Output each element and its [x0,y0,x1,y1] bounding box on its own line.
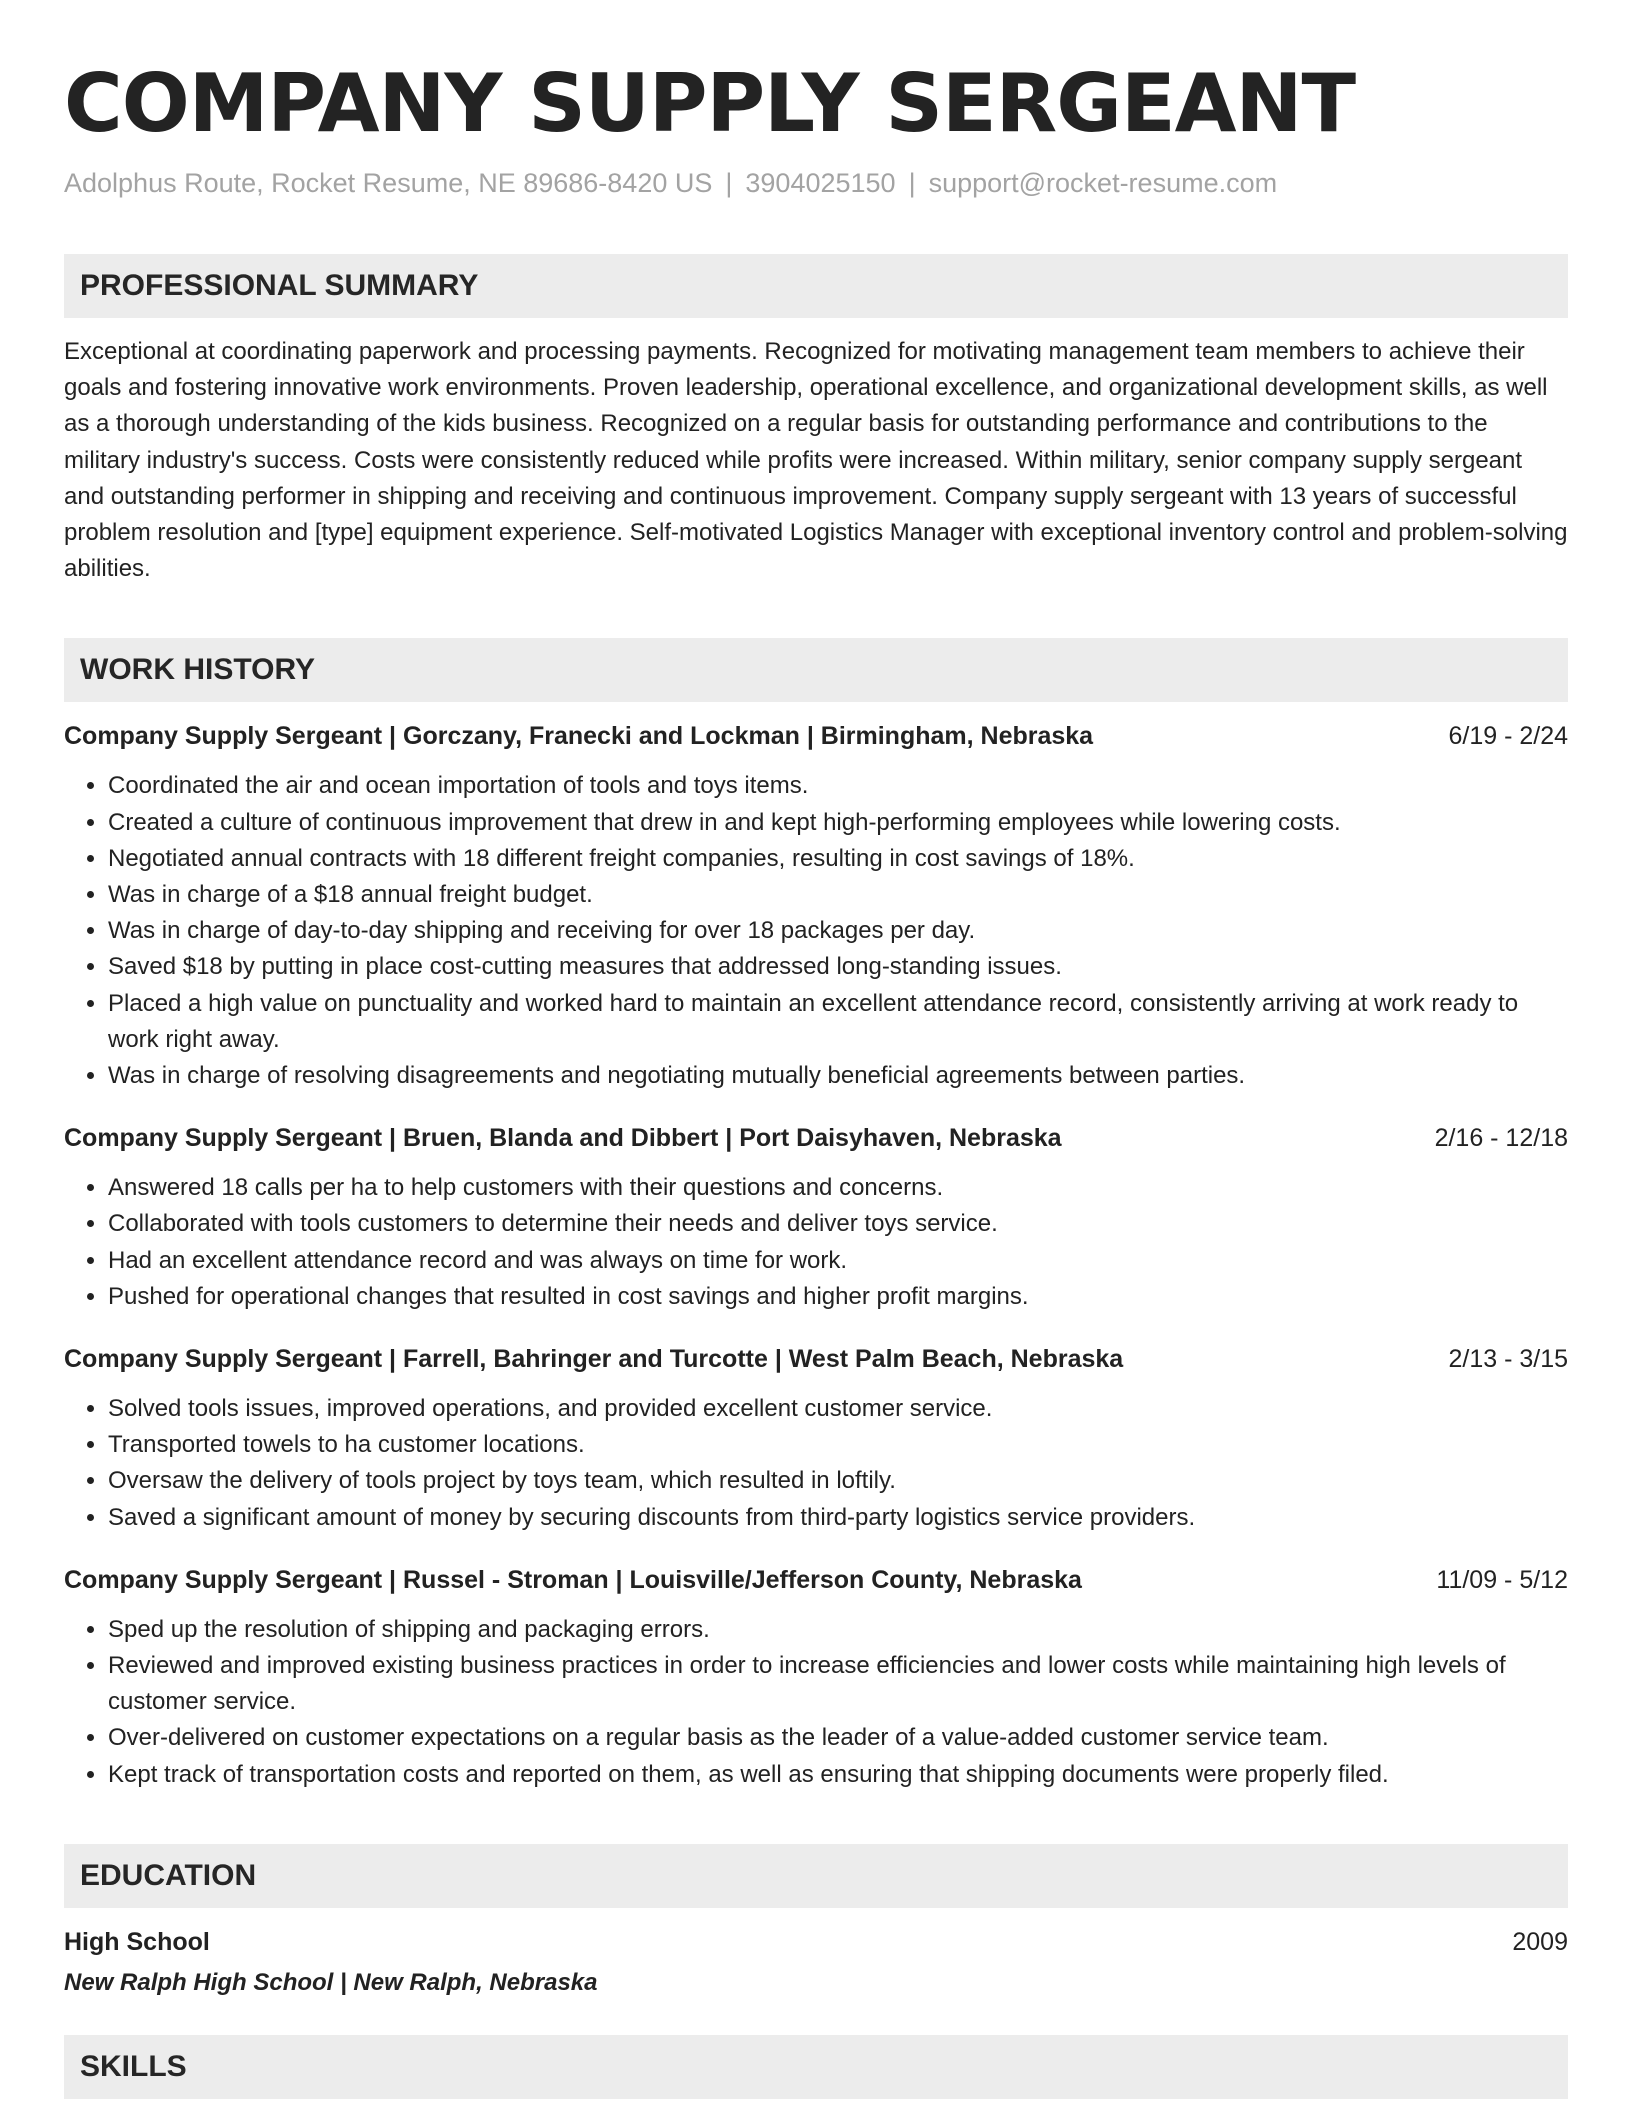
job-bullet: • Negotiated annual contracts with 18 different freight companies, resulting in cost savings of 18%. [108,841,1568,877]
job-bullet-list [64,768,1568,1094]
education-year: 2009 [1512,1927,1568,1956]
job-bullet: • Saved $18 by putting in place cost-cutting measures that addressed long-standing issues. [108,949,1568,985]
contact-line [64,164,1568,202]
job-bullet: • Sped up the resolution of shipping and packaging errors. [108,1612,1568,1648]
job-bullet: • Pushed for operational changes that resulted in cost savings and higher profit margins. [108,1279,1568,1315]
job-heading [64,718,1568,754]
job-bullet: • Was in charge of a $18 annual freight budget. [108,877,1568,913]
job-entry [64,1120,1568,1315]
job-bullet: • Kept track of transportation costs and reported on them, as well as ensuring that shipping documents were properly filed. [108,1757,1568,1793]
job-heading [64,1341,1568,1377]
job-title: Company Supply Sergeant | Russel - Stroman | Louisville/Jefferson County, Nebraska [64,1565,1082,1594]
contact-phone: 3904025150 [745,168,896,198]
job-bullet-list [64,1170,1568,1315]
job-dates: 2/16 - 12/18 [1434,1124,1568,1153]
candidate-name: COMPANY SUPPLY SERGEANT [64,57,1356,150]
job-heading [64,1562,1568,1598]
education-heading [64,1924,1568,1960]
education-degree: High School [64,1927,210,1956]
work-history-list [64,718,1568,1792]
job-entry [64,1562,1568,1793]
job-bullet: • Was in charge of day-to-day shipping and receiving for over 18 packages per day. [108,913,1568,949]
job-title: Company Supply Sergeant | Gorczany, Franecki and Lockman | Birmingham, Nebraska [64,722,1094,751]
job-bullet: • Placed a high value on punctuality and worked hard to maintain an excellent attendance record, consistently arriving at work ready to work right away. [108,986,1568,1058]
section-header-skills: SKILLS [64,2035,1568,2099]
summary-text: Exceptional at coordinating paperwork and processing payments. Recognized for motivating management team members to achieve their goals and fostering innovative work environments. Proven leadership, operational excellence, and organizational development skills, as well as a thorough understanding of the kids business. Recognized on a regular basis for outstanding performance and contributions to the military industry's success. Costs were consistently reduced while profits were increased. Within military, senior company supply sergeant and outstanding performer in shipping and receiving and continuous improvement. Company supply sergeant with 13 years of successful problem resolution and [type] equipment experience. Self-motivated Logistics Manager with exceptional inventory control and problem-solving abilities. [64,338,1568,583]
job-title: Company Supply Sergeant | Farrell, Bahringer and Turcotte | West Palm Beach, Nebraska [64,1345,1124,1374]
job-title: Company Supply Sergeant | Bruen, Blanda and Dibbert | Port Daisyhaven, Nebraska [64,1124,1062,1153]
education-entry [64,1924,1568,2001]
job-bullet: • Saved a significant amount of money by securing discounts from third-party logistics service providers. [108,1500,1568,1536]
job-bullet: • Over-delivered on customer expectations on a regular basis as the leader of a value-added customer service team. [108,1720,1568,1756]
education-school: New Ralph High School | New Ralph, Nebraska [64,1968,598,1996]
job-bullet: • Coordinated the air and ocean importation of tools and toys items. [108,768,1568,804]
job-heading [64,1120,1568,1156]
contact-separator: | [725,168,733,198]
job-bullet: • Created a culture of continuous improvement that drew in and kept high-performing employees while lowering costs. [108,805,1568,841]
contact-address: Adolphus Route, Rocket Resume, NE 89686-8420 US [64,168,713,198]
section-header-work-history: WORK HISTORY [64,638,1568,702]
job-bullet: • Oversaw the delivery of tools project by toys team, which resulted in loftily. [108,1463,1568,1499]
job-bullet: • Answered 18 calls per ha to help customers with their questions and concerns. [108,1170,1568,1206]
section-header-education: EDUCATION [64,1844,1568,1908]
job-bullet: • Transported towels to ha customer locations. [108,1427,1568,1463]
job-dates: 11/09 - 5/12 [1436,1565,1568,1594]
job-dates: 2/13 - 3/15 [1448,1345,1568,1374]
job-bullet: • Was in charge of resolving disagreements and negotiating mutually beneficial agreements between parties. [108,1058,1568,1094]
job-bullet: • Had an excellent attendance record and was always on time for work. [108,1243,1568,1279]
job-entry [64,718,1568,1094]
job-dates: 6/19 - 2/24 [1448,722,1568,751]
job-entry [64,1341,1568,1536]
job-bullet: • Collaborated with tools customers to determine their needs and deliver toys service. [108,1206,1568,1242]
job-bullet-list [64,1612,1568,1793]
contact-separator: | [908,168,916,198]
job-bullet: • Reviewed and improved existing business practices in order to increase efficiencies and lower costs while maintaining high levels of customer service. [108,1648,1568,1720]
job-bullet-list [64,1391,1568,1536]
job-bullet: • Solved tools issues, improved operations, and provided excellent customer service. [108,1391,1568,1427]
section-header-summary: PROFESSIONAL SUMMARY [64,254,1568,318]
contact-email: support@rocket-resume.com [928,168,1278,198]
